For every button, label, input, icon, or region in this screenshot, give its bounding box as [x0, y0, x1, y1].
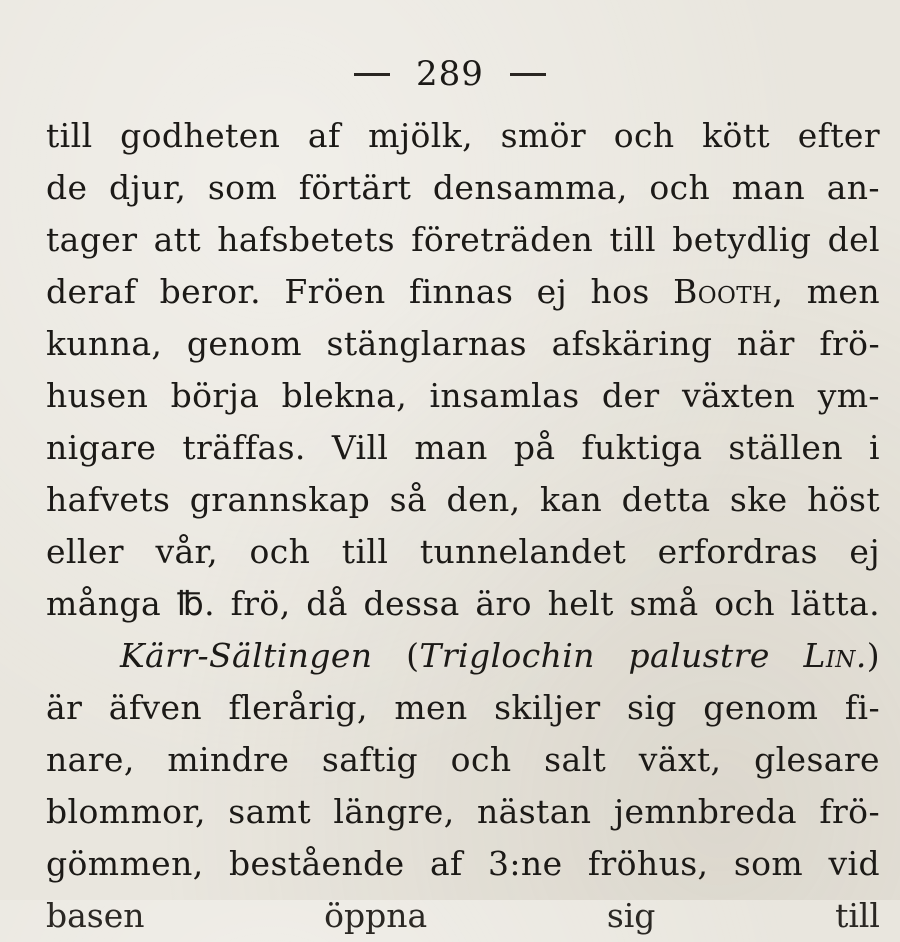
body-text — [46, 110, 881, 935]
text-segment: deraf beror. Fröen finnas ej hos — [46, 272, 650, 311]
text-line: nare, mindre saftig och salt växt, glesare — [46, 740, 880, 779]
cut-off-line: basen öppna sig till — [46, 896, 880, 935]
text-line: hafvets grannskap så den, kan detta ske höst — [46, 480, 880, 519]
paragraph-heading-line — [46, 630, 880, 682]
text-line: tager att hafsbetets företräden till betydlig del — [46, 220, 880, 259]
paren-close: ) — [866, 636, 880, 675]
text-line: eller vår, och till tunnelandet erfordras ej — [46, 532, 880, 571]
text-segment: , men — [772, 272, 881, 311]
text-line: många ℔. frö, då dessa äro helt små och lätta. — [46, 584, 880, 623]
text-line: husen börja blekna, insamlas der växten ym- — [46, 376, 880, 415]
species-name: Kärr-Sältingen — [120, 636, 373, 675]
text-line: nigare träffas. Vill man på fuktiga ställen i — [46, 428, 880, 467]
text-line: är äfven flerårig, men skiljer sig genom fi- — [46, 688, 880, 727]
latin-author: Lin. — [769, 636, 867, 675]
text-line: blommor, samt längre, nästan jemnbreda frö- — [46, 792, 880, 831]
author-name: Booth — [673, 272, 773, 311]
text-line: till godheten af mjölk, smör och kött efter — [46, 116, 880, 155]
text-line: gömmen, bestående af 3:ne fröhus, som vid — [46, 844, 880, 883]
page-header — [0, 52, 900, 94]
text-line: de djur, som förtärt densamma, och man an- — [46, 168, 880, 207]
latin-name: Triglochin palustre — [419, 636, 770, 675]
paren-open: ( — [372, 636, 420, 675]
left-dash — [354, 73, 390, 76]
text-line — [46, 266, 880, 318]
page-number: 289 — [416, 54, 484, 94]
right-dash — [510, 73, 546, 76]
text-line: kunna, genom stänglarnas afskäring när frö- — [46, 324, 880, 363]
